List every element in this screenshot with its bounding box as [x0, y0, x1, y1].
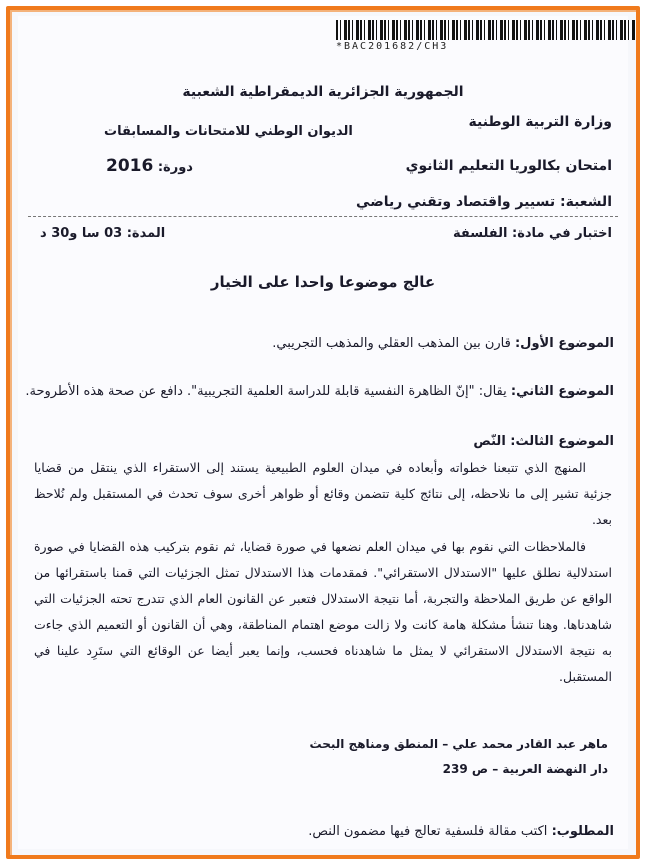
topic-1-label: الموضوع الأول: — [514, 336, 614, 351]
ministry-name: وزارة التربية الوطنية — [468, 114, 612, 130]
requirement-label: المطلوب: — [551, 824, 614, 839]
topic-1-text: قارن بين المذهب العقلي والمذهب التجريبي. — [272, 336, 511, 351]
branch: الشعبة: تسيير واقتصاد وتقني رياضي — [356, 194, 612, 210]
subject: اختبار في مادة: الفلسفة — [453, 226, 612, 241]
exam-office: الديوان الوطني للامتحانات والمسابقات — [104, 124, 353, 139]
barcode-bars — [336, 20, 636, 40]
requirement-text: اكتب مقالة فلسفية تعالج فيها مضمون النص. — [308, 824, 548, 839]
text-paragraph-1 — [34, 455, 612, 533]
exam-sheet — [18, 16, 628, 849]
session — [106, 156, 193, 176]
text-paragraph-2-body: فالملاحظات التي نقوم بها في ميدان العلم نضعها في صورة قضايا، ثم نقوم بتركيب هذه القضايا في صورة استدلالية نطلق عليها "الاستدلال الاستقرائي". فمقدمات هذا الاستدلال تمثل الجزئيات التي قمنا باستقرائها من الواقع عن طريق الملاحظة والتجربة، أما نتيجة الاستدلال فتعبر عن القانون العام الذي تتدرج تحته الجزئيات التي شاهدناها. وهنا تنشأ مشكلة هامة كانت ولا زالت موضع اهتمام المناطقة، وهي أن القانون أو التعميم الذي جاءت به نتيجة الاستدلال الاستقرائي لا يمثل ما شاهدناه فحسب، وإنما يعبر أيضا عن الوقائع التي ستَرِد علينا في المستقبل. — [34, 539, 612, 684]
topic-1 — [272, 336, 614, 351]
barcode-text: *BAC201682/CH3 — [336, 41, 449, 52]
topic-3-label: الموضوع الثالث: النّص — [473, 434, 614, 449]
text-paragraph-2 — [34, 534, 612, 690]
source-publisher: دار النهضة العربية – ص 239 — [442, 762, 608, 776]
topic-2 — [25, 384, 614, 399]
topic-2-text: يقال: "إنّ الظاهرة النفسية قابلة للدراسة العلمية التجريبية". دافع عن صحة هذه الأطروحة. — [25, 384, 507, 399]
text-paragraph-1-body: المنهج الذي تتبعنا خطواته وأبعاده في ميدان العلوم الطبيعية يستند إلى الاستقراء الذي ينتقل من قضايا جزئية تشير إلى ما نلاحظه، إلى نتائج كلية تتضمن وقائع أو ظواهر أخرى سوف تحدث في المستقبل ولم نُلاحظ بعد. — [34, 460, 612, 527]
session-label: دورة: — [157, 160, 193, 175]
instruction: عالج موضوعا واحدا على الخيار — [210, 273, 436, 291]
barcode — [336, 20, 636, 50]
exam-title: امتحان بكالوريا التعليم الثانوي — [405, 158, 612, 174]
topic-2-label: الموضوع الثاني: — [510, 384, 614, 399]
header-divider — [28, 216, 618, 217]
session-year: 2016 — [106, 156, 154, 176]
source-author: ماهر عبد القادر محمد علي – المنطق ومناهج البحث — [309, 737, 608, 751]
republic-title: الجمهورية الجزائرية الديمقراطية الشعبية — [182, 84, 464, 100]
duration: المدة: 03 سا و30 د — [40, 226, 166, 241]
requirement — [308, 824, 614, 839]
photo-frame — [6, 6, 640, 859]
